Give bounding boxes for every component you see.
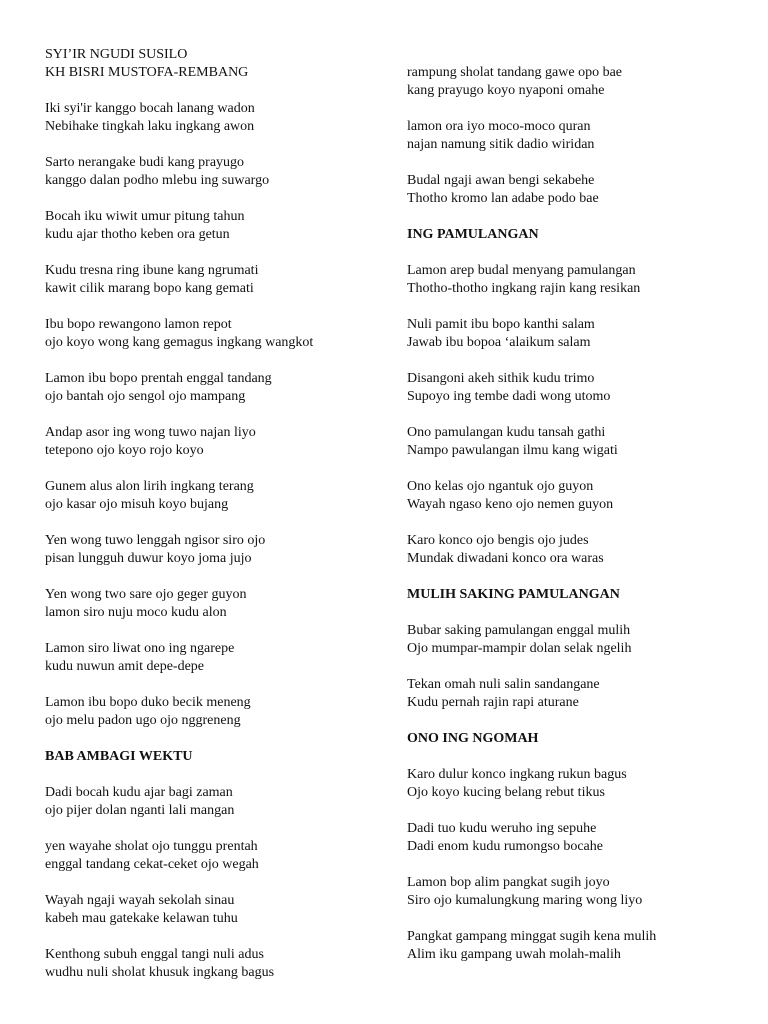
stanza xyxy=(45,262,390,298)
stanza xyxy=(407,262,747,298)
verse-line: Dadi enom kudu rumongso bocahe xyxy=(407,839,603,854)
verse-line: Ono pamulangan kudu tansah gathi xyxy=(407,425,606,440)
verse-line: kudu nuwun amit depe-depe xyxy=(45,659,205,674)
right-stanzas-d xyxy=(407,766,747,964)
left-stanzas-b xyxy=(45,784,390,982)
verse-line: lamon ora iyo moco-moco quran xyxy=(407,119,591,134)
stanza xyxy=(45,586,390,622)
verse-line: Yen wong tuwo lenggah ngisor siro ojo xyxy=(45,533,266,548)
verse-line: Lamon siro liwat ono ing ngarepe xyxy=(45,641,235,656)
verse-line: Sarto nerangake budi kang prayugo xyxy=(45,155,245,170)
verse-line: wudhu nuli sholat khusuk ingkang bagus xyxy=(45,965,275,980)
verse-line: Ibu bopo rewangono lamon repot xyxy=(45,317,232,332)
verse-line: Lamon ibu bopo duko becik meneng xyxy=(45,695,251,710)
verse-line: Yen wong two sare ojo geger guyon xyxy=(45,587,247,602)
verse-line: kudu ajar thotho keben ora getun xyxy=(45,227,230,242)
stanza xyxy=(407,478,747,514)
verse-line: Mundak diwadani konco ora waras xyxy=(407,551,604,566)
verse-line: Bocah iku wiwit umur pitung tahun xyxy=(45,209,245,224)
verse-line: enggal tandang cekat-ceket ojo wegah xyxy=(45,857,259,872)
left-column xyxy=(45,46,390,1000)
verse-line: Nuli pamit ibu bopo kanthi salam xyxy=(407,317,595,332)
verse-line: ojo koyo wong kang gemagus ingkang wangkot xyxy=(45,335,314,350)
verse-line: Lamon bop alim pangkat sugih joyo xyxy=(407,875,610,890)
verse-line: Supoyo ing tembe dadi wong utomo xyxy=(407,389,611,404)
section-heading-ing-pamulangan: ING PAMULANGAN xyxy=(407,227,539,242)
stanza xyxy=(45,208,390,244)
verse-line: Alim iku gampang uwah molah-malih xyxy=(407,947,621,962)
right-column xyxy=(407,64,747,982)
verse-line: Tekan omah nuli salin sandangane xyxy=(407,677,600,692)
verse-line: kang prayugo koyo nyaponi omahe xyxy=(407,83,605,98)
stanza xyxy=(407,532,747,568)
verse-line: Lamon ibu bopo prentah enggal tandang xyxy=(45,371,272,386)
verse-line: Nebihake tingkah laku ingkang awon xyxy=(45,119,255,134)
verse-line: Ojo koyo kucing belang rebut tikus xyxy=(407,785,605,800)
stanza xyxy=(45,424,390,460)
stanza xyxy=(45,838,390,874)
verse-line: Iki syi'ir kanggo bocah lanang wadon xyxy=(45,101,255,116)
document-author: KH BISRI MUSTOFA-REMBANG xyxy=(45,65,249,80)
stanza xyxy=(407,766,747,802)
verse-line: rampung sholat tandang gawe opo bae xyxy=(407,65,622,80)
verse-line: Ojo mumpar-mampir dolan selak ngelih xyxy=(407,641,632,656)
verse-line: pisan lungguh duwur koyo joma jujo xyxy=(45,551,252,566)
stanza xyxy=(45,100,390,136)
stanza xyxy=(45,694,390,730)
stanza xyxy=(407,118,747,154)
stanza xyxy=(407,316,747,352)
stanza xyxy=(407,820,747,856)
verse-line: Pangkat gampang minggat sugih kena mulih xyxy=(407,929,657,944)
section-heading-mulih-saking-pamulangan: MULIH SAKING PAMULANGAN xyxy=(407,587,620,602)
verse-line: Disangoni akeh sithik kudu trimo xyxy=(407,371,595,386)
verse-line: tetepono ojo koyo rojo koyo xyxy=(45,443,204,458)
verse-line: kanggo dalan podho mlebu ing suwargo xyxy=(45,173,270,188)
stanza xyxy=(407,370,747,406)
verse-line: Andap asor ing wong tuwo najan liyo xyxy=(45,425,256,440)
verse-line: kawit cilik marang bopo kang gemati xyxy=(45,281,254,296)
stanza xyxy=(407,424,747,460)
right-stanzas-b xyxy=(407,262,747,568)
verse-line: ojo bantah ojo sengol ojo mampang xyxy=(45,389,246,404)
verse-line: Dadi bocah kudu ajar bagi zaman xyxy=(45,785,233,800)
stanza xyxy=(45,316,390,352)
verse-line: ojo melu padon ugo ojo nggreneng xyxy=(45,713,241,728)
verse-line: Karo konco ojo bengis ojo judes xyxy=(407,533,589,548)
verse-line: najan namung sitik dadio wiridan xyxy=(407,137,595,152)
left-stanzas-a xyxy=(45,100,390,730)
verse-line: lamon siro nuju moco kudu alon xyxy=(45,605,227,620)
verse-line: Kudu tresna ring ibune kang ngrumati xyxy=(45,263,259,278)
right-stanzas-a xyxy=(407,64,747,208)
stanza xyxy=(407,64,747,100)
verse-line: Thotho kromo lan adabe podo bae xyxy=(407,191,599,206)
stanza xyxy=(407,874,747,910)
verse-line: Karo dulur konco ingkang rukun bagus xyxy=(407,767,627,782)
stanza xyxy=(45,640,390,676)
verse-line: Wayah ngaji wayah sekolah sinau xyxy=(45,893,235,908)
stanza xyxy=(45,154,390,190)
verse-line: yen wayahe sholat ojo tunggu prentah xyxy=(45,839,258,854)
verse-line: Kudu pernah rajin rapi aturane xyxy=(407,695,579,710)
verse-line: Budal ngaji awan bengi sekabehe xyxy=(407,173,595,188)
title-block xyxy=(45,46,390,82)
verse-line: Nampo pawulangan ilmu kang wigati xyxy=(407,443,618,458)
section-heading-ono-ing-ngomah: ONO ING NGOMAH xyxy=(407,731,539,746)
verse-line: Gunem alus alon lirih ingkang terang xyxy=(45,479,254,494)
stanza xyxy=(407,676,747,712)
verse-line: Thotho-thotho ingkang rajin kang resikan xyxy=(407,281,641,296)
stanza xyxy=(45,946,390,982)
right-stanzas-c xyxy=(407,622,747,712)
verse-line: ojo pijer dolan nganti lali mangan xyxy=(45,803,235,818)
stanza xyxy=(407,928,747,964)
verse-line: kabeh mau gatekake kelawan tuhu xyxy=(45,911,238,926)
verse-line: Ono kelas ojo ngantuk ojo guyon xyxy=(407,479,594,494)
verse-line: ojo kasar ojo misuh koyo bujang xyxy=(45,497,229,512)
stanza xyxy=(45,892,390,928)
stanza xyxy=(45,532,390,568)
stanza xyxy=(45,370,390,406)
verse-line: Jawab ibu bopoa ‘alaikum salam xyxy=(407,335,591,350)
stanza xyxy=(45,784,390,820)
document-title: SYI’IR NGUDI SUSILO xyxy=(45,47,188,62)
stanza xyxy=(407,622,747,658)
section-heading-ambagi-wektu: BAB AMBAGI WEKTU xyxy=(45,749,193,764)
stanza xyxy=(407,172,747,208)
verse-line: Lamon arep budal menyang pamulangan xyxy=(407,263,636,278)
verse-line: Siro ojo kumalungkung maring wong liyo xyxy=(407,893,643,908)
verse-line: Wayah ngaso keno ojo nemen guyon xyxy=(407,497,614,512)
verse-line: Kenthong subuh enggal tangi nuli adus xyxy=(45,947,264,962)
verse-line: Bubar saking pamulangan enggal mulih xyxy=(407,623,631,638)
verse-line: Dadi tuo kudu weruho ing sepuhe xyxy=(407,821,597,836)
stanza xyxy=(45,478,390,514)
